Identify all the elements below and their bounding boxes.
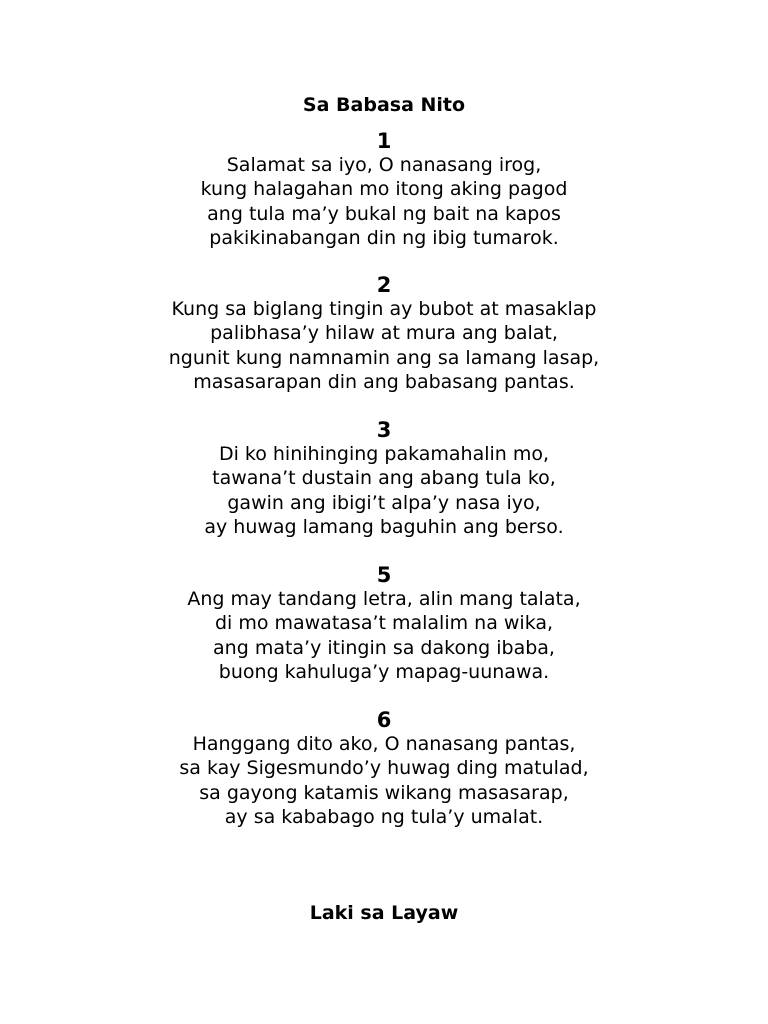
stanza-number: 5 bbox=[376, 563, 392, 587]
stanza-line: buong kahuluga’y mapag-uunawa. bbox=[218, 660, 550, 683]
stanza-line: Hanggang dito ako, O nanasang pantas, bbox=[192, 733, 576, 755]
author-signature: Laki sa Layaw bbox=[309, 902, 459, 924]
stanza-number: 6 bbox=[376, 708, 392, 732]
stanza-line: ang tula ma’y bukal ng bait na kapos bbox=[207, 202, 561, 225]
stanza-line: gawin ang ibigi’t alpa’y nasa iyo, bbox=[227, 491, 541, 514]
stanza-line: ang mata’y itingin sa dakong ibaba, bbox=[213, 636, 555, 659]
stanza-number: 3 bbox=[376, 418, 392, 442]
stanza-line: Di ko hinihinging pakamahalin mo, bbox=[218, 443, 550, 465]
stanza-line: kung halagahan mo itong aking pagod bbox=[200, 178, 568, 201]
stanza-line: ay sa kababago ng tula’y umalat. bbox=[224, 805, 544, 828]
stanza-5 bbox=[0, 563, 768, 684]
stanza-line: palibhasa’y hilaw at mura ang balat, bbox=[210, 322, 558, 345]
stanza-line: ngunit kung namnamin ang sa lamang lasap, bbox=[168, 346, 600, 369]
stanza-line: tawana’t dustain ang abang tula ko, bbox=[212, 467, 556, 490]
stanza-line: Ang may tandang letra, alin mang talata, bbox=[187, 588, 581, 610]
poem-title: Sa Babasa Nito bbox=[302, 94, 466, 116]
stanza-line: Salamat sa iyo, O nanasang irog, bbox=[226, 154, 542, 176]
stanza-2 bbox=[0, 273, 768, 394]
stanza-number: 1 bbox=[376, 129, 392, 153]
stanza-1 bbox=[0, 129, 768, 250]
stanza-number: 2 bbox=[376, 273, 392, 297]
stanza-line: sa gayong katamis wikang masasarap, bbox=[199, 781, 569, 804]
stanza-line: di mo mawatasa’t malalim na wika, bbox=[214, 612, 554, 635]
stanza-line: pakikinabangan din ng ibig tumarok. bbox=[209, 226, 559, 249]
stanza-line: sa kay Sigesmundo’y huwag ding matulad, bbox=[179, 757, 589, 780]
stanza-line: Kung sa biglang tingin ay bubot at masaklap bbox=[171, 298, 597, 320]
stanza-line: masasarapan din ang babasang pantas. bbox=[193, 370, 575, 393]
stanza-line: ay huwag lamang baguhin ang berso. bbox=[204, 515, 564, 538]
stanza-6 bbox=[0, 708, 768, 829]
stanza-3 bbox=[0, 418, 768, 539]
